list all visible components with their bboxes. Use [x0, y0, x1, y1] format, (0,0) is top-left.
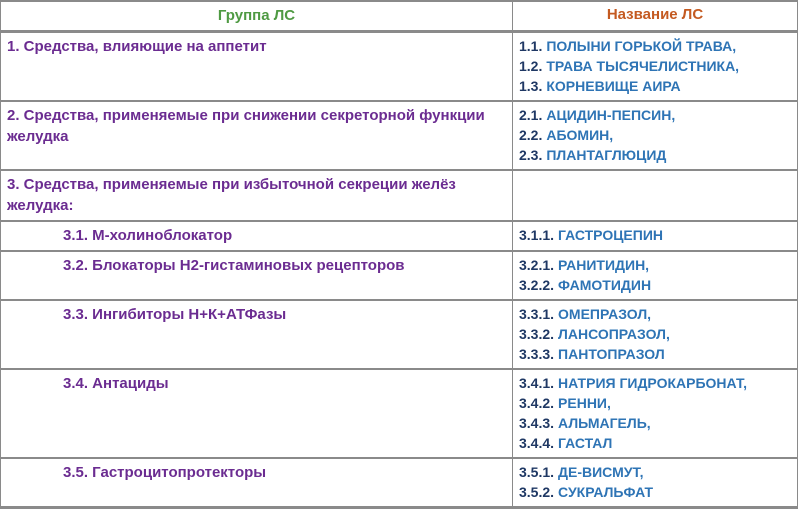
- drug-name: ГАСТАЛ: [558, 435, 613, 451]
- drug-number: 1.2.: [519, 58, 543, 74]
- drug-number: 3.5.1.: [519, 464, 555, 480]
- names-cell: [513, 222, 797, 250]
- table-row: [1, 171, 797, 222]
- group-cell: [1, 301, 513, 368]
- drug-number: 3.2.2.: [519, 277, 555, 293]
- drug-name: ПАНТОПРАЗОЛ: [558, 346, 665, 362]
- group-label: 3.5. Гастроцитопротекторы: [63, 464, 267, 481]
- group-label: 1. Средства, влияющие на аппетит: [7, 38, 267, 55]
- drug-name: ОМЕПРАЗОЛ,: [558, 306, 652, 322]
- drug-name-line: [519, 373, 791, 393]
- group-label: 3.3. Ингибиторы Н+К+АТФазы: [63, 306, 287, 323]
- drug-name-line: [519, 225, 791, 245]
- group-label: 2. Средства, применяемые при снижении секреторной функции желудка: [7, 107, 485, 145]
- drug-name: АЦИДИН-ПЕПСИН,: [546, 107, 676, 123]
- names-cell: [513, 102, 797, 169]
- drug-name-line: [519, 324, 791, 344]
- drug-name: АЛЬМАГЕЛЬ,: [558, 415, 651, 431]
- table-row: [1, 33, 797, 102]
- names-cell: [513, 33, 797, 100]
- drug-name-line: [519, 56, 791, 76]
- drug-name-line: [519, 125, 791, 145]
- drug-name: ПОЛЫНИ ГОРЬКОЙ ТРАВА,: [546, 38, 737, 54]
- drug-name: АБОМИН,: [546, 127, 614, 143]
- drug-name: ТРАВА ТЫСЯЧЕЛИСТНИКА,: [546, 58, 740, 74]
- table-row: [1, 370, 797, 459]
- names-cell: [513, 301, 797, 368]
- drug-number: 2.1.: [519, 107, 543, 123]
- drug-name-line: [519, 76, 791, 96]
- drug-name-line: [519, 105, 791, 125]
- header-name-column: Название ЛС: [606, 6, 704, 23]
- group-label: 3.4. Антациды: [63, 375, 169, 392]
- drug-number: 3.1.1.: [519, 227, 555, 243]
- group-label: 3.2. Блокаторы Н2-гистаминовых рецепторов: [63, 257, 405, 274]
- drug-number: 1.1.: [519, 38, 543, 54]
- group-cell: [1, 459, 513, 506]
- drug-name-line: [519, 433, 791, 453]
- group-label: 3. Средства, применяемые при избыточной секреции желёз желудка:: [7, 176, 456, 214]
- drug-number: 3.4.1.: [519, 375, 555, 391]
- group-cell: [1, 252, 513, 299]
- table-row: [1, 301, 797, 370]
- group-cell: [1, 222, 513, 250]
- drug-name: ФАМОТИДИН: [558, 277, 652, 293]
- drug-number: 3.3.1.: [519, 306, 555, 322]
- drug-name: КОРНЕВИЩЕ АИРА: [546, 78, 681, 94]
- group-cell: [1, 171, 513, 220]
- names-cell: [513, 252, 797, 299]
- drug-name-line: [519, 255, 791, 275]
- drug-name: СУКРАЛЬФАТ: [558, 484, 654, 500]
- drug-number: 3.4.4.: [519, 435, 555, 451]
- table-header-row: [1, 2, 797, 33]
- table-row: [1, 252, 797, 301]
- drug-number: 3.4.2.: [519, 395, 555, 411]
- drug-number: 3.4.3.: [519, 415, 555, 431]
- drug-name: ПЛАНТАГЛЮЦИД: [546, 147, 667, 163]
- drug-number: 3.3.2.: [519, 326, 555, 342]
- table-row: [1, 459, 797, 508]
- drug-name: ДЕ-ВИСМУТ,: [558, 464, 644, 480]
- names-cell: [513, 459, 797, 506]
- drug-name-line: [519, 482, 791, 502]
- table-row: [1, 102, 797, 171]
- drug-name-line: [519, 145, 791, 165]
- group-cell: [1, 102, 513, 169]
- drug-name: РЕННИ,: [558, 395, 611, 411]
- group-cell: [1, 33, 513, 100]
- drug-name: НАТРИЯ ГИДРОКАРБОНАТ,: [558, 375, 747, 391]
- header-group-column: Группа ЛС: [1, 2, 513, 30]
- drug-number: 2.2.: [519, 127, 543, 143]
- drug-name-line: [519, 304, 791, 324]
- table-row: [1, 222, 797, 252]
- drug-name-line: [519, 393, 791, 413]
- drug-name: РАНИТИДИН,: [558, 257, 650, 273]
- drug-number: 3.3.3.: [519, 346, 555, 362]
- drug-number: 3.2.1.: [519, 257, 555, 273]
- drug-name-line: [519, 275, 791, 295]
- group-cell: [1, 370, 513, 457]
- drug-number: 3.5.2.: [519, 484, 555, 500]
- drug-name-line: [519, 462, 791, 482]
- drug-name-line: [519, 36, 791, 56]
- drug-name-line: [519, 413, 791, 433]
- group-label: 3.1. М-холиноблокатор: [63, 227, 233, 244]
- drug-name: ЛАНСОПРАЗОЛ,: [558, 326, 670, 342]
- drug-number: 1.3.: [519, 78, 543, 94]
- names-cell: [513, 171, 797, 220]
- drug-name: ГАСТРОЦЕПИН: [558, 227, 664, 243]
- drug-number: 2.3.: [519, 147, 543, 163]
- drug-name-line: [519, 344, 791, 364]
- names-cell: [513, 370, 797, 457]
